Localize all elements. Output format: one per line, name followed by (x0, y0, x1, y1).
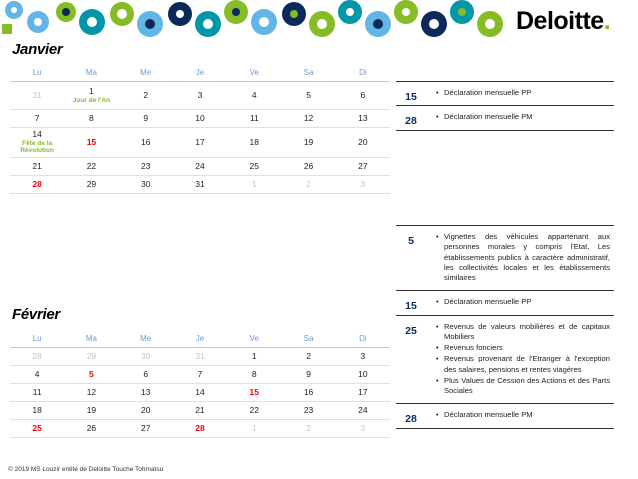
weekday-header: Ve (227, 330, 281, 348)
calendar-day (227, 128, 281, 158)
calendar-day (227, 110, 281, 128)
calendar-day (336, 402, 390, 420)
deadline-item: • Déclaration mensuelle PM (436, 112, 610, 122)
deadline-row (396, 225, 614, 291)
day-number: 31 (195, 350, 205, 361)
calendar-day (173, 366, 227, 384)
deadline-item: • Déclaration mensuelle PP (436, 88, 610, 98)
deadline-item: • Revenus de valeurs mobilières et de capitaux Mobiliers (436, 322, 610, 343)
calendar-day (227, 348, 281, 366)
day-number: 28 (32, 350, 42, 361)
deadline-item: • Revenus provenant de l'Etranger à l'exception des salaires, pensions et rentes viagères (436, 354, 610, 375)
deadline-row (396, 81, 614, 106)
weekday-header: Di (336, 330, 390, 348)
calendar-day (336, 348, 390, 366)
day-number: 2 (306, 350, 311, 361)
day-number: 3 (360, 178, 366, 189)
weekday-header: Ve (227, 64, 281, 82)
january-title: Janvier (12, 41, 63, 58)
deadline-item: • Déclaration mensuelle PP (436, 297, 610, 307)
day-number: 23 (303, 404, 314, 415)
calendar-day (64, 420, 118, 438)
calendar-day (173, 420, 227, 438)
day-number: 1 (251, 178, 257, 189)
calendar-day (10, 384, 64, 402)
day-number: 25 (249, 160, 260, 171)
calendar-day (173, 128, 227, 158)
day-number: 7 (197, 368, 203, 379)
calendar-day (10, 176, 64, 194)
header-banner (0, 0, 638, 40)
day-number: 19 (303, 136, 314, 147)
day-number: 29 (86, 178, 97, 189)
weekday-header: Je (173, 64, 227, 82)
deadline-item: • Déclaration mensuelle PM (436, 410, 610, 420)
day-number: 8 (89, 112, 94, 123)
calendar-day (227, 420, 281, 438)
weekday-header: Je (173, 330, 227, 348)
calendar-day (10, 158, 64, 176)
deadline-items (426, 316, 614, 404)
calendar-day (173, 402, 227, 420)
calendar-day (119, 366, 173, 384)
day-number: 24 (195, 160, 205, 171)
day-number: 14 (195, 386, 205, 397)
calendar-day (336, 158, 390, 176)
day-number: 17 (358, 386, 368, 397)
day-number: 25 (32, 422, 42, 433)
calendar-day (336, 366, 390, 384)
calendar-day (64, 158, 118, 176)
deadline-row (396, 291, 614, 315)
day-number: 16 (140, 136, 151, 147)
day-number: 26 (86, 422, 97, 433)
calendar-day (64, 366, 118, 384)
calendar-day (64, 110, 118, 128)
deadline-items (426, 106, 614, 129)
logo-dot: . (603, 7, 611, 35)
day-number: 14 (32, 129, 42, 140)
calendar-day (281, 176, 335, 194)
calendar-day (336, 128, 390, 158)
calendar-day (119, 82, 173, 110)
calendar-day (281, 158, 335, 176)
day-number: 11 (32, 386, 42, 397)
calendar-day (64, 348, 118, 366)
day-number: 18 (249, 136, 260, 147)
day-number: 6 (360, 89, 366, 100)
weekday-header: Sa (281, 64, 335, 82)
deadline-item: • Vignettes des véhicules appartenant aux personnes morales y compris l'Etat, Les établissements publics à caractère administratif, les collectivités locales et les établissements similaires (436, 232, 610, 283)
calendar-day (10, 366, 64, 384)
weekday-header: Lu (10, 330, 64, 348)
february-deadlines (396, 225, 614, 429)
day-number: 28 (32, 178, 42, 189)
calendar-day (227, 176, 281, 194)
day-number: 26 (303, 160, 314, 171)
calendar-day (336, 110, 390, 128)
day-number: 20 (140, 404, 151, 415)
calendar-day (64, 82, 118, 110)
weekday-header: Me (119, 64, 173, 82)
day-number: 20 (358, 136, 368, 147)
calendar-day (281, 82, 335, 110)
day-number: 3 (360, 350, 366, 361)
deadline-items (426, 82, 614, 105)
calendar-day (119, 348, 173, 366)
calendar-day (10, 110, 64, 128)
day-number: 19 (86, 404, 97, 415)
day-number: 23 (140, 160, 151, 171)
day-number: 10 (195, 112, 205, 123)
january-calendar (10, 64, 390, 212)
day-number: 9 (306, 368, 311, 379)
calendar-day (10, 348, 64, 366)
holiday-note: Jour de l'An (72, 96, 111, 104)
day-number: 31 (32, 89, 42, 100)
calendar-day (281, 384, 335, 402)
day-number: 1 (251, 422, 257, 433)
weekday-header: Me (119, 330, 173, 348)
calendar-day (64, 128, 118, 158)
deadline-day: 25 (405, 324, 417, 337)
day-number: 1 (251, 350, 257, 361)
calendar-day (336, 82, 390, 110)
logo-text: Deloitte (516, 7, 604, 35)
calendar-day (10, 420, 64, 438)
calendar-day (336, 384, 390, 402)
calendar-day (173, 158, 227, 176)
deloitte-logo (510, 7, 619, 37)
day-number: 30 (140, 350, 151, 361)
day-number: 9 (143, 112, 149, 123)
day-number: 4 (34, 368, 40, 379)
day-number: 12 (303, 112, 314, 123)
day-number: 31 (195, 178, 205, 189)
day-number: 21 (195, 404, 205, 415)
day-number: 1 (89, 85, 94, 96)
day-number: 18 (32, 404, 42, 415)
deadline-row (396, 404, 614, 428)
calendar-day (173, 348, 227, 366)
day-number: 13 (140, 386, 151, 397)
deadline-items (426, 291, 614, 314)
calendar-day (119, 384, 173, 402)
day-number: 28 (195, 422, 205, 433)
deadline-day: 15 (405, 300, 417, 313)
february-title: Février (12, 306, 60, 323)
calendar-day (119, 176, 173, 194)
calendar-day (281, 110, 335, 128)
calendar-day (227, 82, 281, 110)
calendar-day (64, 176, 118, 194)
day-number: 29 (86, 350, 97, 361)
calendar-day (10, 402, 64, 420)
day-number: 8 (251, 368, 257, 379)
day-number: 7 (34, 112, 40, 123)
deadline-item: • Plus Values de Cession des Actions et des Parts Sociales (436, 376, 610, 397)
day-number: 2 (143, 89, 149, 100)
day-number: 4 (251, 89, 257, 100)
calendar-day (10, 128, 64, 158)
footer-copyright: © 2019 MS Louzir entité de Deloitte Touche Tohmatsu (8, 466, 164, 473)
day-number: 3 (197, 89, 203, 100)
calendar-day (281, 420, 335, 438)
calendar-day (281, 402, 335, 420)
deadline-items (426, 404, 614, 427)
deadline-row (396, 316, 614, 405)
day-number: 15 (249, 386, 260, 397)
holiday-note: Fête de la Révolution (20, 139, 54, 155)
day-number: 24 (358, 404, 368, 415)
calendar-day (336, 176, 390, 194)
weekday-header: Ma (64, 64, 118, 82)
day-number: 5 (306, 89, 311, 100)
day-number: 2 (306, 422, 311, 433)
calendar-day (119, 128, 173, 158)
day-number: 11 (249, 112, 259, 123)
deadline-day: 28 (405, 413, 417, 426)
deadline-day: 5 (408, 235, 414, 247)
calendar-day (227, 366, 281, 384)
deadline-items (426, 226, 614, 290)
day-number: 12 (86, 386, 97, 397)
calendar-day (281, 128, 335, 158)
day-number: 5 (89, 368, 94, 379)
calendar-day (119, 420, 173, 438)
calendar-day (336, 420, 390, 438)
day-number: 2 (306, 178, 311, 189)
weekday-header: Ma (64, 330, 118, 348)
calendar-day (64, 384, 118, 402)
weekday-header: Di (336, 64, 390, 82)
weekday-header: Lu (10, 64, 64, 82)
weekday-header: Sa (281, 330, 335, 348)
day-number: 10 (358, 368, 368, 379)
calendar-day (119, 110, 173, 128)
january-deadlines (396, 81, 614, 131)
day-number: 16 (303, 386, 314, 397)
day-number: 22 (249, 404, 260, 415)
calendar-day (10, 82, 64, 110)
day-number: 3 (360, 422, 366, 433)
calendar-day (173, 176, 227, 194)
calendar-day (227, 158, 281, 176)
calendar-day (173, 384, 227, 402)
day-number: 13 (358, 112, 368, 123)
day-number: 22 (86, 160, 97, 171)
day-number: 15 (86, 136, 97, 147)
calendar-day (64, 402, 118, 420)
calendar-day (173, 82, 227, 110)
calendar-day (227, 384, 281, 402)
deadline-row (396, 106, 614, 130)
day-number: 27 (140, 422, 151, 433)
calendar-day (119, 402, 173, 420)
calendar-day (281, 348, 335, 366)
calendar-day (173, 110, 227, 128)
day-number: 30 (140, 178, 151, 189)
day-number: 6 (143, 368, 149, 379)
february-calendar (10, 330, 390, 456)
calendar-day (281, 366, 335, 384)
calendar-day (227, 402, 281, 420)
deadline-day: 28 (405, 115, 417, 128)
deadline-item: • Revenus fonciers (436, 343, 610, 353)
day-number: 17 (195, 136, 205, 147)
deadline-day: 15 (405, 91, 417, 103)
calendar-day (119, 158, 173, 176)
day-number: 27 (358, 160, 368, 171)
day-number: 21 (32, 160, 42, 171)
